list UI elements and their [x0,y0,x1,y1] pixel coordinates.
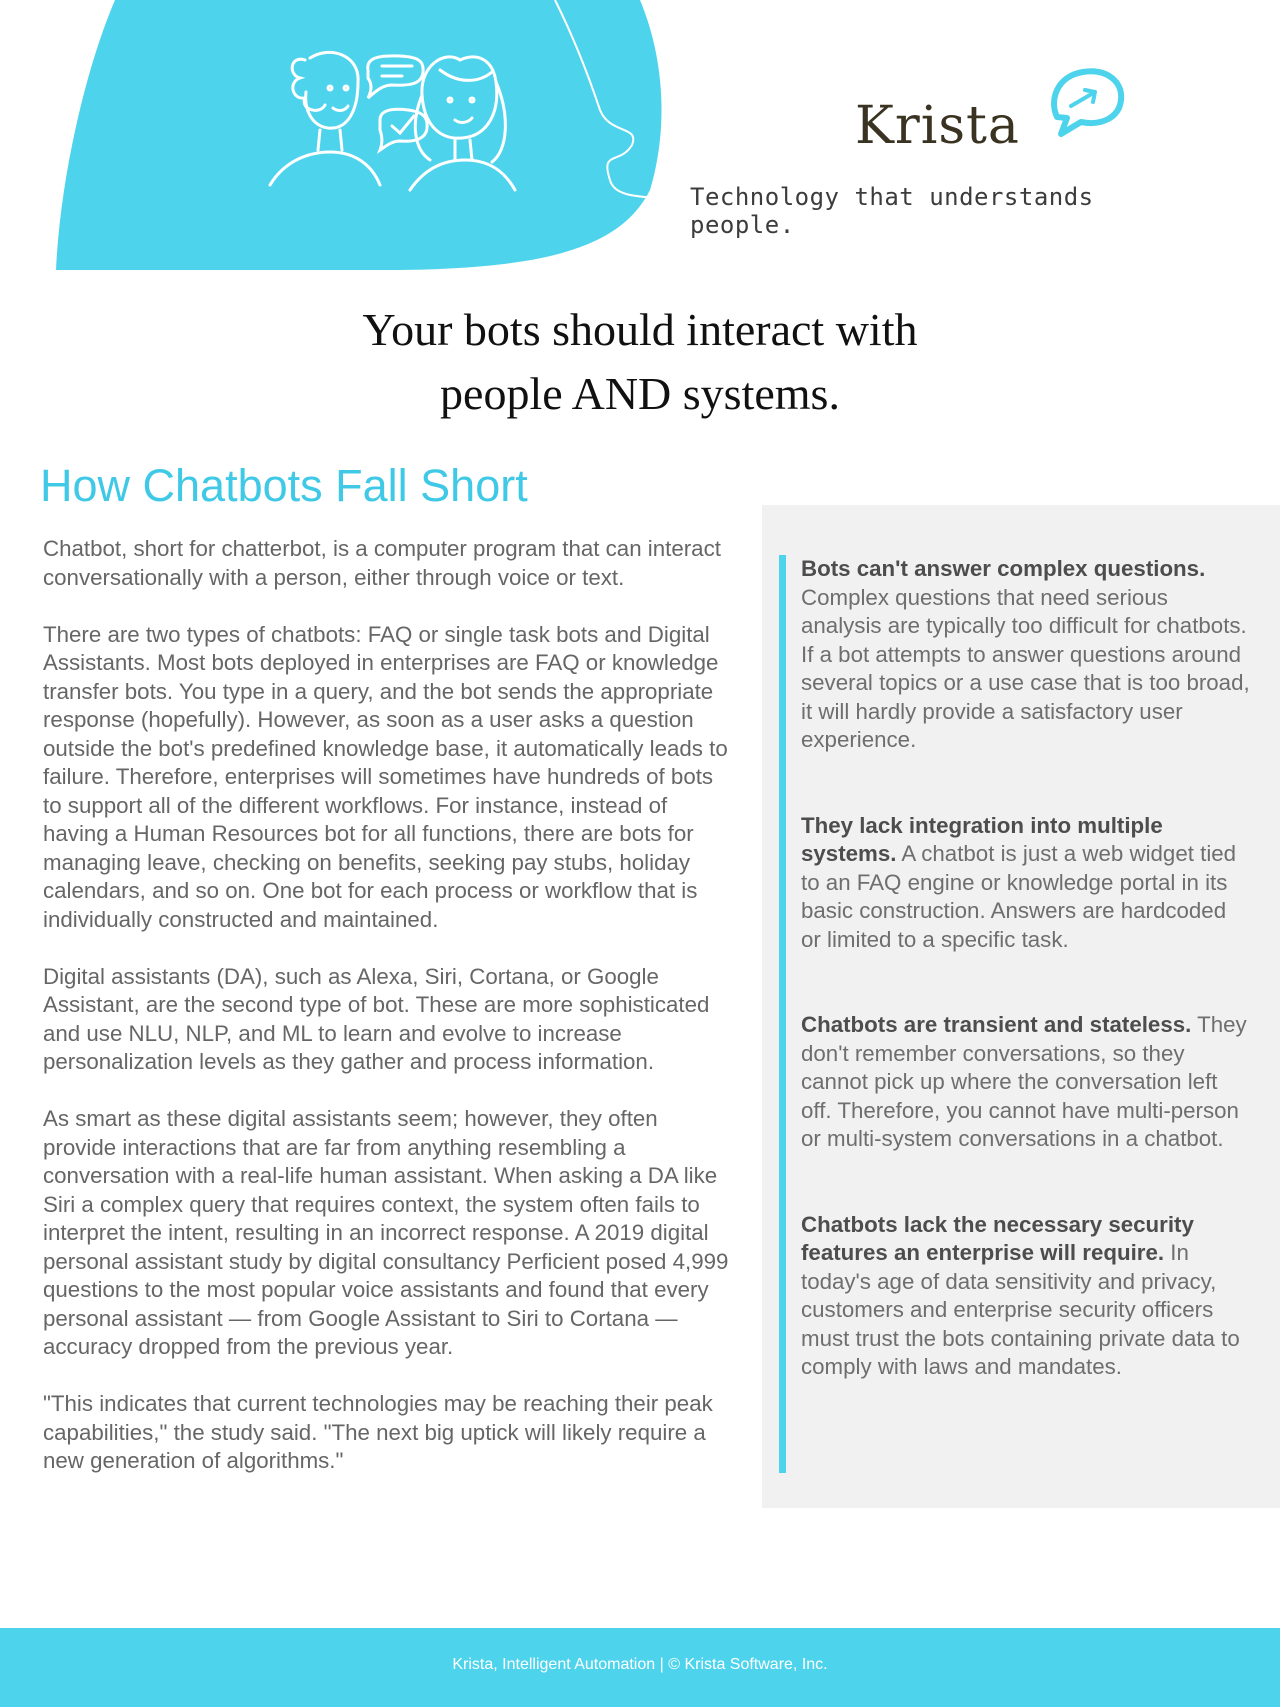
section-title: How Chatbots Fall Short [40,460,528,511]
body-paragraph: Digital assistants (DA), such as Alexa, Siri, Cortana, or Google Assistant, are the second type of bot. These are more sophisticated and use NLU, NLP, and ML to learn and evolve to increase personalization levels as they gather and process information. [43,963,710,1074]
hero-blob-shape [56,0,661,270]
page-headline [240,298,1040,426]
callout-text: Complex questions that need serious analysis are typically too difficult for chatbots. If a bot attempts to answer questions around several topics or a use case that is too broad, it will hardly provide a satisfactory user experience. [801,584,1250,752]
speech-bubble-arrow-icon [1045,62,1127,142]
body-paragraph: "This indicates that current technologies may be reaching their peak capabilities," the study said. "The next big uptick will likely require a new generation of algorithms." [43,1391,713,1473]
hero-illustration [0,0,700,290]
callout-title: Chatbots are transient and stateless. [801,1012,1192,1037]
callout-title: Bots can't answer complex questions. [801,556,1206,581]
callout-text: In today's age of data sensitivity and privacy, customers and enterprise security officers must trust the bots containing private data to comply with laws and mandates. [801,1240,1240,1379]
callout-text: They don't remember conversations, so they cannot pick up where the conversation left off. Therefore, you cannot have multi-person or multi-system conversations in a chatbot. [801,1012,1247,1151]
body-column [43,535,733,1504]
brand-tagline: Technology that understands people. [690,183,1094,239]
body-paragraph: Chatbot, short for chatterbot, is a computer program that can interact conversationally with a person, either through voice or text. [43,536,721,590]
callout-text: A chatbot is just a web widget tied to an FAQ engine or knowledge portal in its basic construction. Answers are hardcoded or limited to a specific task. [801,841,1237,952]
body-paragraph: There are two types of chatbots: FAQ or single task bots and Digital Assistants. Most bots deployed in enterprises are FAQ or knowledge transfer bots. You type in a query, and the bot sends the appropriate response (hopefully). However, as soon as a user asks a question outside the bot's predefined knowledge base, it automatically leads to failure. Therefore, enterprises will sometimes have hundreds of bots to support all of the different workflows. For instance, instead of having a Human Resources bot for all functions, there are bots for managing leave, checking on benefits, seeking pay stubs, holiday calendars, and so on. One bot for each process or workflow that is individually constructed and maintained. [43,621,728,932]
headline-line-1: Your bots should interact with [362,304,918,355]
callout-title: They lack integration into multiple systems. [801,812,1163,866]
callout-item [801,1011,1251,1154]
sidebar-accent-bar [779,555,786,1473]
callout-title: Chatbots lack the necessary security features an enterprise will require. [801,1211,1194,1265]
footer-text: Krista, Intelligent Automation | © Krista Software, Inc. [452,1656,828,1673]
callout-item [801,555,1251,755]
callout-item [801,812,1251,955]
page-footer [0,1628,1280,1707]
sidebar-callouts [801,555,1251,1439]
callout-item [801,1211,1251,1382]
logo-wordmark: Krista [855,96,1020,156]
body-paragraph: As smart as these digital assistants seem; however, they often provide interactions that are far from anything resembling a conversation with a real-life human assistant. When asking a DA like Siri a complex query that requires context, the system often fails to interpret the intent, resulting in an incorrect response. A 2019 digital personal assistant study by digital consultancy Perficient posed 4,999 questions to the most popular voice assistants and found that every personal assistant — from Google Assistant to Siri to Cortana — accuracy dropped from the previous year. [43,1106,729,1359]
krista-logo [855,62,1125,162]
headline-line-2: people AND systems. [440,368,840,419]
